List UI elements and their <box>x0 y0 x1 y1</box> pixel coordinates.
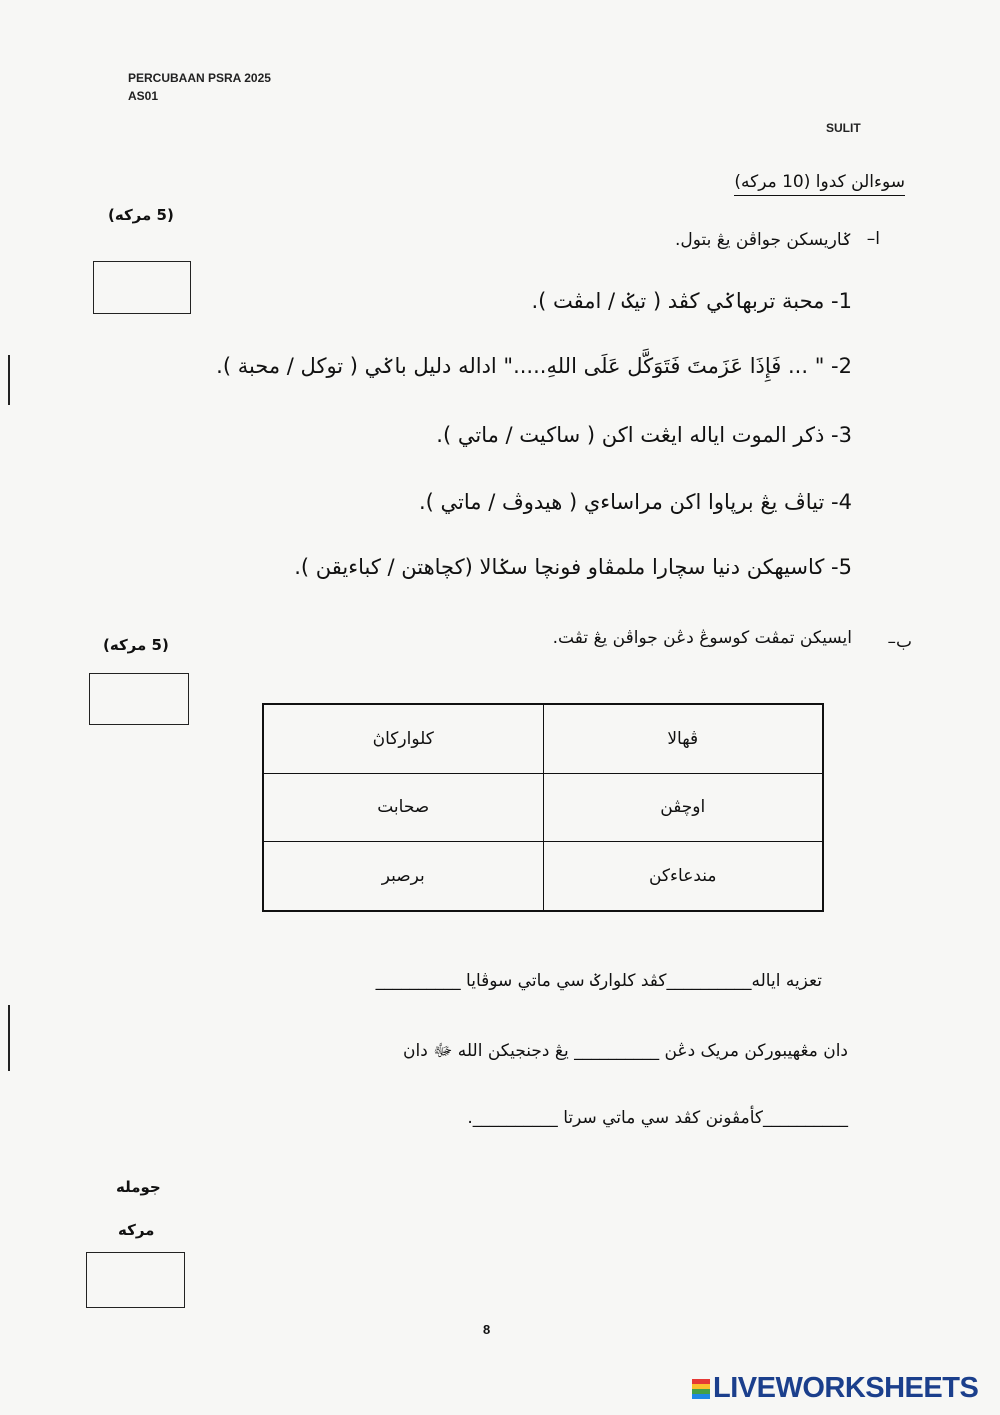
table-row <box>263 704 823 774</box>
margin-line <box>8 1005 10 1071</box>
liveworksheets-icon <box>692 1379 710 1399</box>
part-a-item-1[interactable]: 1- محبة تربهاݢي كڤد ( تيݢ / امڤت ). <box>531 289 852 313</box>
part-a-score-box[interactable] <box>93 261 191 314</box>
part-a-item-3[interactable]: 3- ذكر الموت اياله ايڠت اكن ( ساكيت / ماتي ). <box>436 423 852 447</box>
total-label: جومله <box>116 1178 161 1196</box>
word-cell[interactable]: ڤهالا <box>543 704 823 774</box>
word-bank-table <box>262 703 824 912</box>
fill-line-2[interactable]: دان مڠهيبوركن مريک دڠن __________ يڠ دجنجيكن الله ﷻ دان <box>403 1041 848 1061</box>
part-a-item-4[interactable]: 4- تياڤ يڠ برڽاوا اكن مراساءي ( هيدوڤ / ماتي ). <box>419 490 852 514</box>
section-title: سوءالن كدوا (10 مركه) <box>734 172 905 196</box>
fill-line-1[interactable]: تعزيه اياله__________كڤد كلوارݢ سي ماتي سوڤايا __________ <box>375 971 822 991</box>
part-b-score-box[interactable] <box>89 673 189 725</box>
part-b-marks: (5 مركه) <box>103 636 169 654</box>
word-cell[interactable]: كلواركاڽ <box>263 704 543 774</box>
part-a-instruction: ݢاريسكن جواڤن يڠ بتول. <box>674 230 852 250</box>
table-row <box>263 841 823 911</box>
total-sublabel: مركه <box>118 1221 155 1239</box>
word-cell[interactable]: برصبر <box>263 841 543 911</box>
word-cell[interactable]: مندعاءكن <box>543 841 823 911</box>
part-a-item-2[interactable]: 2- " ... فَإِذَا عَزَمتَ فَتَوَكَّل عَلَى اللهِ....." اداله دليل باݢي ( توكل / محبة ). <box>216 354 852 378</box>
margin-line <box>8 355 10 405</box>
classification-label: SULIT <box>826 121 861 135</box>
part-a-marks: (5 مركه) <box>108 206 174 224</box>
exam-code: AS01 <box>128 89 159 103</box>
table-row <box>263 774 823 842</box>
part-a-item-5[interactable]: 5- كاسيهكن دنيا سچارا ملمڤاو فونچا سݢالا (كچاهتن / كباءيقن ). <box>294 555 852 579</box>
part-b-instruction: ايسيكن تمڤت كوسوڠ دڠن جواڤن يڠ تڤت. <box>552 628 852 648</box>
watermark-text: LIVEWORKSHEETS <box>713 1372 979 1404</box>
exam-title: PERCUBAAN PSRA 2025 <box>128 71 271 85</box>
liveworksheets-logo <box>692 1372 978 1405</box>
part-b-label: ب– <box>887 632 912 652</box>
part-a-label: ا– <box>866 229 880 249</box>
total-score-box[interactable] <box>86 1252 185 1308</box>
fill-line-3[interactable]: __________كأمڤونن كڤد سي ماتي سرتا __________. <box>467 1108 848 1128</box>
page-number: 8 <box>483 1322 491 1337</box>
word-cell[interactable]: صحابت <box>263 774 543 842</box>
word-cell[interactable]: اوچڤن <box>543 774 823 842</box>
